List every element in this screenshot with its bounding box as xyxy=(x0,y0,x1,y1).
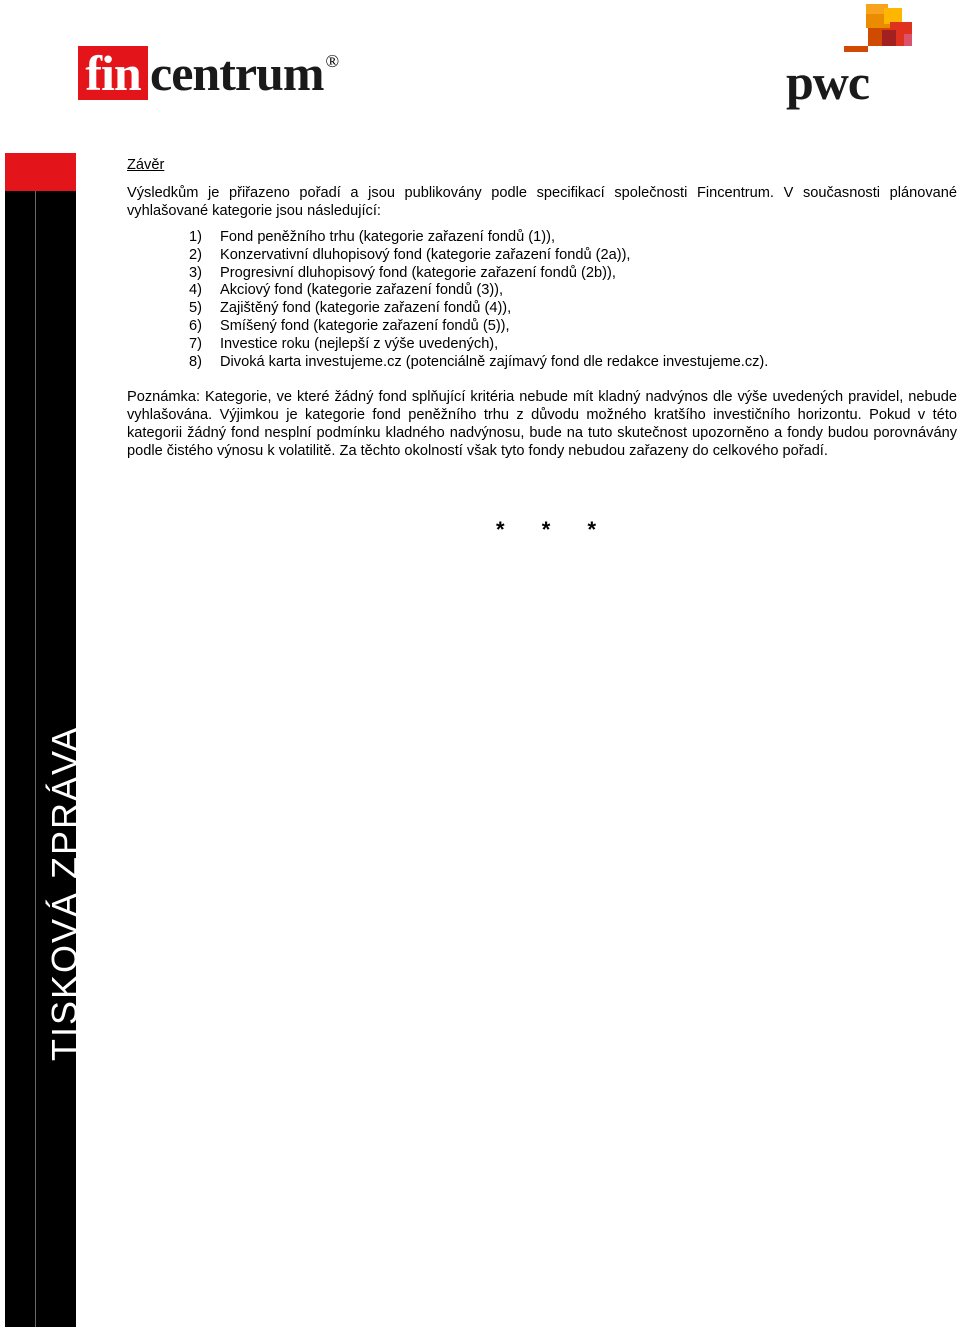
separator-star: * xyxy=(587,517,596,542)
section-separator xyxy=(496,518,596,542)
list-item xyxy=(189,282,957,300)
list-item xyxy=(189,318,957,336)
sidebar-band xyxy=(5,153,85,1327)
list-item-number: 6) xyxy=(189,317,202,334)
category-list xyxy=(127,229,957,371)
pwc-logo-text: pwc xyxy=(786,54,870,110)
list-item-number: 7) xyxy=(189,335,202,352)
section-heading: Závěr xyxy=(127,157,165,173)
list-item-text: Investice roku (nejlepší z výše uvedených), xyxy=(220,335,499,352)
list-item-number: 8) xyxy=(189,353,202,370)
fincentrum-logo xyxy=(78,46,338,100)
pwc-logo-mark-icon xyxy=(786,4,916,54)
separator-star: * xyxy=(496,517,505,542)
list-item-number: 1) xyxy=(189,229,202,245)
separator-star: * xyxy=(541,517,551,542)
list-item-text: Progresivní dluhopisový fond (kategorie zařazení fondů (2b)), xyxy=(220,264,616,281)
list-item-text: Zajištěný fond (kategorie zařazení fondů (4)), xyxy=(220,300,512,317)
document-body xyxy=(127,156,957,460)
list-item-number: 3) xyxy=(189,264,202,281)
list-item-text: Konzervativní dluhopisový fond (kategorie zařazení fondů (2a)), xyxy=(220,246,631,263)
list-item xyxy=(189,247,957,265)
list-item-number: 2) xyxy=(189,246,202,263)
list-item-text: Fond peněžního trhu (kategorie zařazení fondů (1)), xyxy=(220,229,556,245)
intro-paragraph: Výsledkům je přiřazeno pořadí a jsou publikovány podle specifikací společnosti Fincentrum. V současnosti plánované vyhlašované kategorie jsou následující: xyxy=(127,185,957,219)
list-item-text: Divoká karta investujeme.cz (potenciálně zajímavý fond dle redakce investujeme.cz). xyxy=(220,353,769,370)
list-item xyxy=(189,300,957,318)
list-item-number: 5) xyxy=(189,300,202,317)
press-release-label: TISKOVÁ ZPRÁVA xyxy=(44,725,85,1061)
list-item xyxy=(189,229,957,247)
sidebar-red-cap xyxy=(5,153,76,191)
pwc-logo xyxy=(786,4,916,110)
list-item xyxy=(189,354,957,372)
list-item-text: Akciový fond (kategorie zařazení fondů (3)), xyxy=(220,282,504,299)
fincentrum-logo-centrum: centrum xyxy=(150,45,324,101)
list-item xyxy=(189,336,957,354)
registered-mark: ® xyxy=(325,51,339,71)
list-item-number: 4) xyxy=(189,282,202,299)
note-paragraph: Poznámka: Kategorie, ve které žádný fond splňující kritéria nebude mít kladný nadvýnos dle výše uvedených pravidel, nebude vyhlašována. Výjimkou je kategorie fond peněžního trhu z důvodu možného kratšího investičního horizontu. Pokud v této kategorii žádný fond nesplní podmínku kladného nadvýnosu, bude na tuto skutečnost upozorněno a fondy budou porovnávány podle čistého výnosu k volatilitě. Za těchto okolností však tyto fondy nebudou zařazeny do celkového pořadí. xyxy=(127,389,957,460)
fincentrum-logo-fin: fin xyxy=(78,46,148,100)
list-item-text: Smíšený fond (kategorie zařazení fondů (5)), xyxy=(220,317,510,334)
list-item xyxy=(189,265,957,283)
sidebar-rule xyxy=(35,191,36,1327)
